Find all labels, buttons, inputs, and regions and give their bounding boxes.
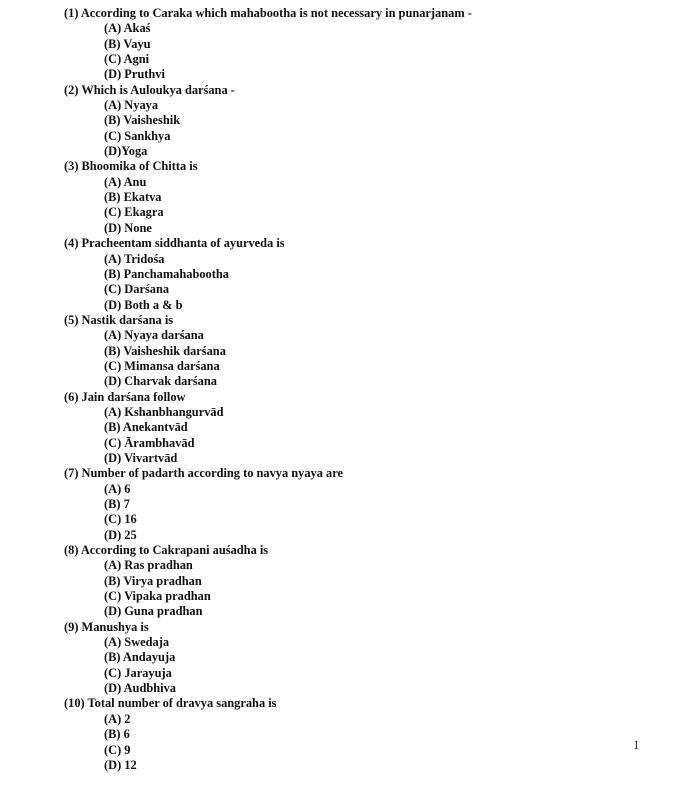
- question-text: (7) Number of padarth according to navya nyaya are: [64, 466, 344, 481]
- option-a: (A) Anu: [104, 174, 147, 189]
- question-block: [64, 6, 472, 83]
- option-a: (A) Nyaya darśana: [104, 328, 204, 343]
- option-d: (D) Charvak darśana: [104, 374, 217, 389]
- question-list: [64, 6, 472, 773]
- question-block: [64, 159, 472, 236]
- question-text: (4) Pracheentam siddhanta of ayurveda is: [64, 236, 285, 251]
- option-a: (A) Ras pradhan: [104, 558, 193, 573]
- question-block: [64, 620, 472, 697]
- question-block: [64, 696, 472, 773]
- option-c: (C) Ārambhavād: [104, 435, 195, 450]
- option-b: (B) Anekantvād: [104, 420, 188, 435]
- page-number: 1: [633, 737, 640, 752]
- option-b: (B) Virya pradhan: [104, 573, 202, 588]
- option-c: (C) Ekagra: [104, 205, 164, 220]
- question-text: (8) According to Cakrapani auśadha is: [64, 543, 269, 558]
- question-text: (3) Bhoomika of Chitta is: [64, 159, 198, 174]
- option-a: (A) 2: [104, 711, 131, 726]
- option-b: (B) Panchamahabootha: [104, 266, 229, 281]
- option-d: (D) None: [104, 220, 152, 235]
- option-b: (B) Vaisheshik: [104, 113, 181, 128]
- option-d: (D) Guna pradhan: [104, 604, 203, 619]
- option-c: (C) 16: [104, 512, 137, 527]
- option-c: (C) 9: [104, 742, 131, 757]
- question-block: [64, 466, 472, 543]
- option-a: (A) Kshanbhangurvād: [104, 404, 224, 419]
- option-b: (B) Vaisheshik darśana: [104, 343, 226, 358]
- option-c: (C) Sankhya: [104, 128, 171, 143]
- option-a: (A) Akaś: [104, 21, 151, 36]
- option-c: (C) Mimansa darśana: [104, 358, 220, 373]
- option-a: (A) Tridośa: [104, 251, 165, 266]
- question-text: (10) Total number of dravya sangraha is: [64, 696, 277, 711]
- option-b: (B) Andayuja: [104, 650, 176, 665]
- option-d: (D)Yoga: [104, 144, 148, 159]
- option-c: (C) Jarayuja: [104, 665, 172, 680]
- question-text: (1) According to Caraka which mahabootha is not necessary in punarjanam -: [64, 6, 472, 20]
- option-a: (A) 6: [104, 481, 131, 496]
- option-a: (A) Swedaja: [104, 635, 170, 650]
- question-text: (9) Manushya is: [64, 619, 149, 634]
- option-c: (C) Darśana: [104, 282, 170, 297]
- option-a: (A) Nyaya: [104, 98, 159, 113]
- question-block: [64, 313, 472, 390]
- option-d: (D) Pruthvi: [104, 67, 165, 82]
- question-block: [64, 390, 472, 467]
- option-d: (D) Audbhiva: [104, 681, 176, 696]
- option-b: (B) 6: [104, 727, 130, 742]
- option-d: (D) 12: [104, 757, 137, 772]
- option-b: (B) Ekatva: [104, 190, 162, 205]
- option-d: (D) Both a & b: [104, 297, 183, 312]
- option-b: (B) Vayu: [104, 36, 151, 51]
- question-block: [64, 83, 472, 160]
- question-text: (5) Nastik darśana is: [64, 312, 174, 327]
- question-block: [64, 543, 472, 620]
- option-b: (B) 7: [104, 497, 130, 511]
- option-d: (D) 25: [104, 527, 137, 542]
- option-c: (C) Agni: [104, 52, 150, 67]
- option-c: (C) Vipaka pradhan: [104, 589, 211, 604]
- question-block: [64, 236, 472, 313]
- question-text: (2) Which is Auloukya darśana -: [64, 82, 235, 97]
- option-d: (D) Vivartvād: [104, 450, 178, 465]
- question-text: (6) Jain darśana follow: [64, 389, 186, 404]
